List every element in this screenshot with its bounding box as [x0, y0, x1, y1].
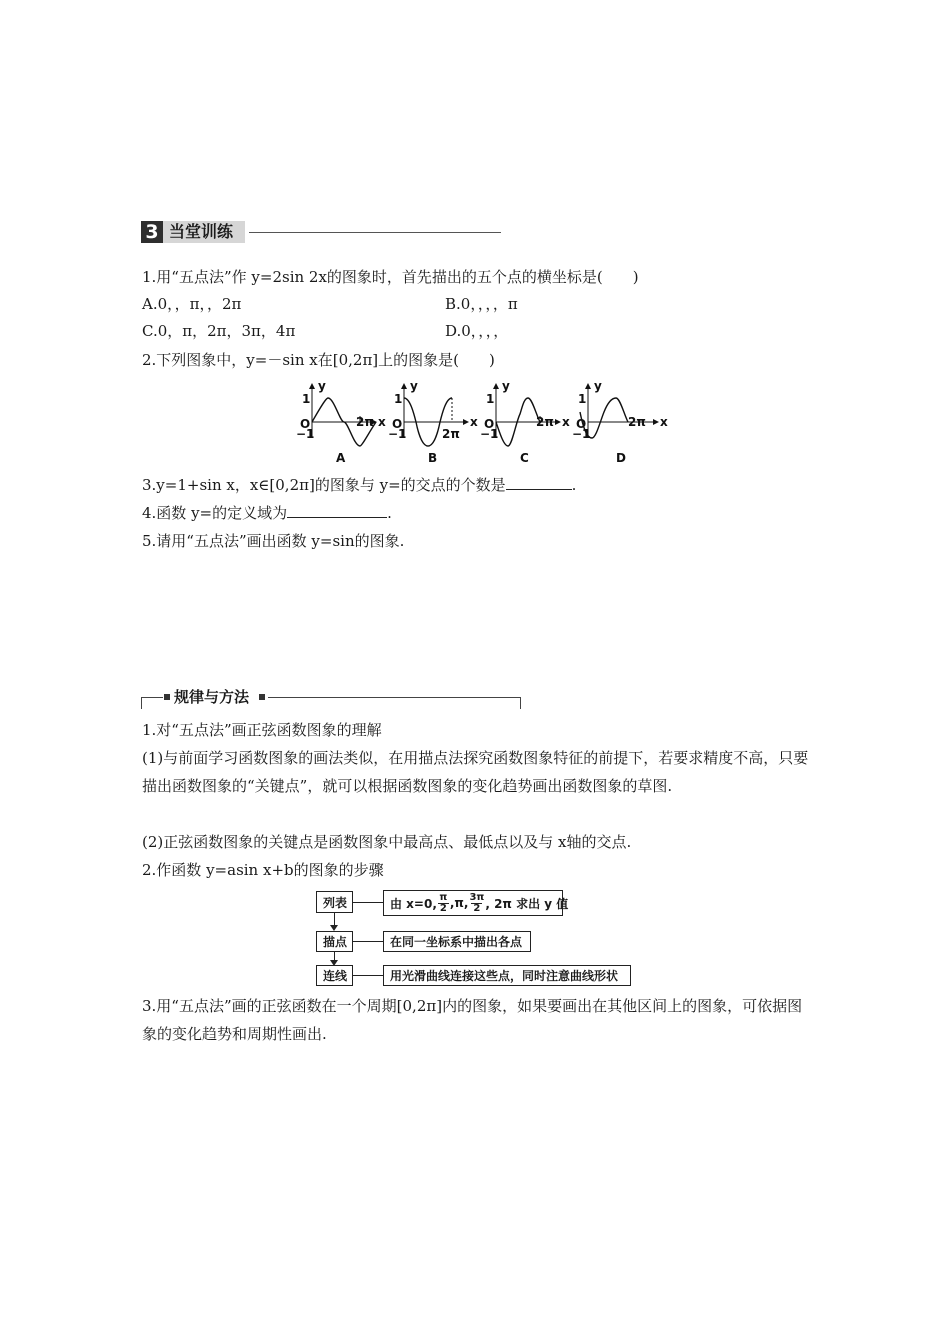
fraction-3pi-over-2: 3π 2 — [469, 891, 485, 914]
question-5: 5.请用“五点法”画出函数 y=sin的图象. — [142, 532, 405, 550]
graph-a-label: A — [336, 451, 346, 465]
section-title: 当堂训练 — [163, 221, 245, 243]
graph-a-one: 1 — [302, 392, 311, 406]
graph-c — [480, 379, 570, 465]
graph-c-one: 1 — [486, 392, 495, 406]
flow-desc-list-prefix: 由 x=0, — [390, 896, 437, 911]
graph-d-y-label: y — [594, 379, 602, 393]
graph-a-origin: O — [300, 417, 311, 431]
graph-b — [388, 379, 478, 465]
section-rule — [249, 232, 501, 233]
methods-point-1: 1.对“五点法”画正弦函数图象的理解 — [142, 721, 382, 739]
fraction-pi-over-2: π 2 — [439, 891, 448, 914]
flow-desc-list-suffix: , 2π 求出 y 值 — [485, 896, 569, 911]
section-number: 3 — [141, 221, 163, 243]
question-4 — [142, 503, 392, 523]
q1-option-c: C.0，π，2π，3π，4π — [142, 322, 296, 340]
methods-title: 规律与方法 — [174, 688, 250, 706]
graph-d-two-pi: 2π — [628, 415, 646, 429]
graph-c-two-pi: 2π — [536, 415, 554, 429]
graph-a-two-pi: 2π — [356, 415, 374, 429]
question-3 — [142, 475, 576, 495]
flow-desc-list — [383, 890, 569, 916]
graph-d-label: D — [616, 451, 626, 465]
q3-text: 3.y=1+sin x，x∈[0,2π]的图象与 y=的交点的个数是 — [142, 476, 506, 494]
q3-end: . — [571, 476, 577, 494]
q2-graphs — [290, 378, 670, 466]
graph-d-origin: O — [576, 417, 587, 431]
q4-end: . — [387, 504, 392, 522]
graph-b-x-label: x — [470, 415, 478, 429]
methods-point-1-1: (1)与前面学习函数图象的画法类似，在用描点法探究函数图象特征的前提下，若要求精度不高，只要描出函数图象的“关键点”，就可以根据函数图象的变化趋势画出函数图象的草图. — [142, 749, 809, 795]
flow-desc-list-mid: ,π, — [449, 896, 469, 910]
graph-a-minus-one: −1 — [296, 427, 315, 441]
graph-b-two-pi: 2π — [442, 427, 460, 441]
methods-header — [141, 686, 521, 708]
methods-point-2: 2.作函数 y=asin x+b的图象的步骤 — [142, 861, 384, 879]
q1-option-d: D.0，，，， — [445, 322, 509, 340]
graph-a-y-label: y — [318, 379, 326, 393]
graph-b-minus-one: −1 — [388, 427, 407, 441]
graph-d — [572, 379, 668, 465]
graph-b-one: 1 — [394, 392, 403, 406]
graph-c-x-label: x — [562, 415, 570, 429]
flow-step-plot: 描点 — [316, 931, 353, 952]
methods-point-3: 3.用“五点法”画的正弦函数在一个周期[0,2π]内的图象，如果要画出在其他区间上的图象，可依据图象的变化趋势和周期性画出. — [142, 997, 803, 1043]
graph-c-origin: O — [484, 417, 495, 431]
methods-point-1-2: (2)正弦函数图象的关键点是函数图象中最高点、最低点以及与 x轴的交点. — [142, 833, 632, 851]
question-2: 2.下列图象中，y=－sin x在[0,2π]上的图象是( ) — [142, 351, 495, 369]
graph-a-x-label: x — [378, 415, 386, 429]
graph-b-origin: O — [392, 417, 403, 431]
graph-b-label: B — [428, 451, 438, 465]
graph-a — [296, 379, 386, 465]
flow-desc-connect: 用光滑曲线连接这些点，同时注意曲线形状 — [383, 965, 631, 986]
graph-b-y-label: y — [410, 379, 418, 393]
q4-text: 4.函数 y=的定义域为 — [142, 504, 288, 522]
q3-answer-blank[interactable] — [506, 475, 572, 490]
flow-step-connect: 连线 — [316, 965, 353, 986]
q4-answer-blank[interactable] — [287, 503, 387, 518]
flowchart — [316, 890, 646, 986]
graph-d-x-label: x — [660, 415, 668, 429]
q1-option-b: B.0，，，，π — [445, 295, 518, 313]
section-header — [141, 221, 501, 243]
q1-option-a: A.0，，π，，2π — [142, 295, 242, 313]
flow-step-list: 列表 — [316, 891, 353, 913]
graph-c-minus-one: −1 — [480, 427, 499, 441]
graph-d-minus-one: −1 — [572, 427, 591, 441]
graph-c-y-label: y — [502, 379, 510, 393]
graph-c-label: C — [520, 451, 529, 465]
graph-d-one: 1 — [578, 392, 587, 406]
flow-desc-plot: 在同一坐标系中描出各点 — [383, 931, 531, 952]
question-1: 1.用“五点法”作 y=2sin 2x的图象时，首先描出的五个点的横坐标是( ) — [142, 268, 639, 286]
